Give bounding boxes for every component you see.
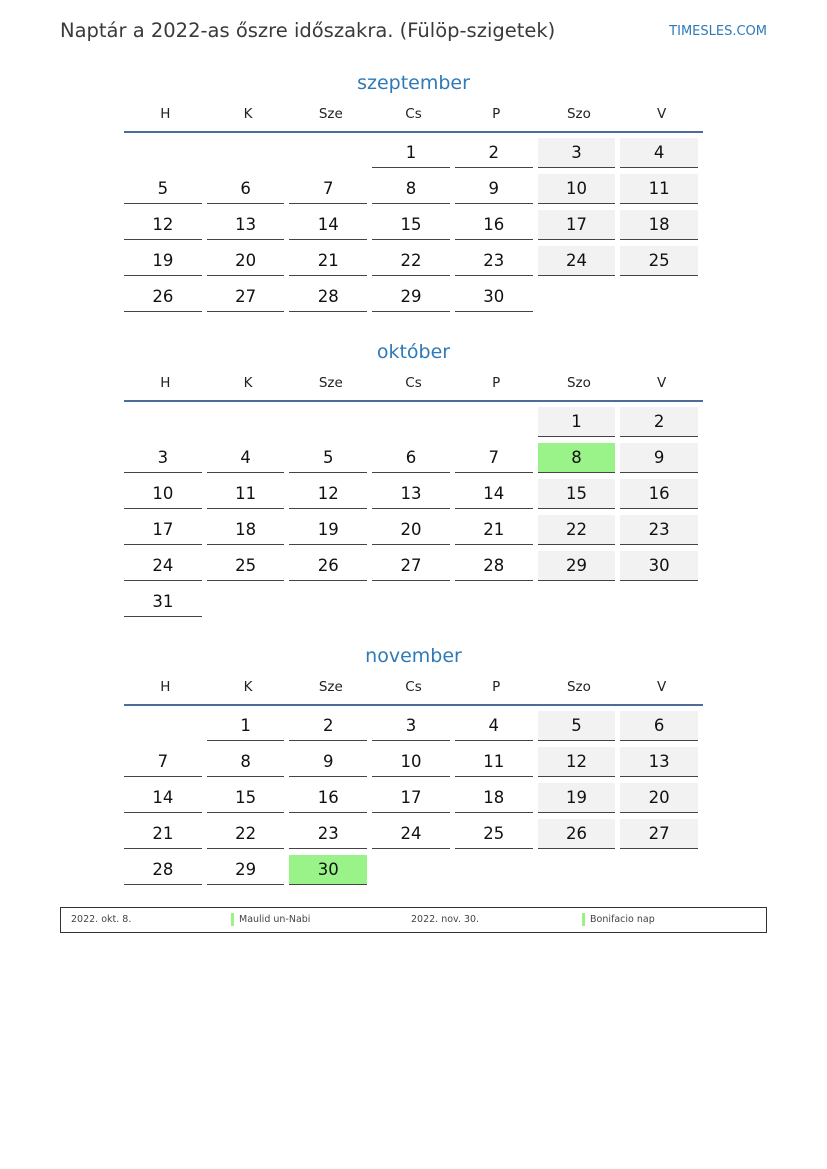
day-cell (372, 210, 455, 246)
day-number: 21 (455, 515, 533, 545)
day-number: 25 (620, 246, 698, 276)
day-cell (620, 551, 703, 587)
day-number: 4 (620, 138, 698, 168)
week-row (124, 282, 703, 318)
week-row (124, 747, 703, 783)
weekday-label: H (160, 375, 171, 391)
day-number: 2 (455, 138, 533, 168)
day-cell (289, 783, 372, 819)
day-cell (538, 515, 621, 551)
day-number: 31 (124, 587, 202, 617)
day-cell (372, 515, 455, 551)
weekday-header (124, 366, 703, 400)
day-number: 26 (538, 819, 616, 849)
day-cell (289, 138, 372, 174)
day-number: 5 (124, 174, 202, 204)
day-cell (538, 246, 621, 282)
day-cell (372, 443, 455, 479)
day-cell (538, 551, 621, 587)
legend-name-1: Maulid un-Nabi (239, 914, 311, 925)
day-number: 3 (372, 711, 450, 741)
day-cell (620, 783, 703, 819)
weekday-header (124, 670, 703, 704)
day-cell (455, 246, 538, 282)
day-number: 20 (207, 246, 285, 276)
day-number: 10 (538, 174, 616, 204)
day-cell (455, 855, 538, 891)
weekday-label: P (492, 375, 501, 391)
day-cell (289, 210, 372, 246)
day-number: 18 (207, 515, 285, 545)
day-cell (124, 783, 207, 819)
day-cell (372, 747, 455, 783)
day-cell (538, 138, 621, 174)
day-cell (455, 747, 538, 783)
day-cell (207, 443, 290, 479)
day-cell (455, 551, 538, 587)
weekday-label: K (243, 679, 253, 695)
day-number: 18 (620, 210, 698, 240)
day-cell (620, 747, 703, 783)
day-number: 9 (455, 174, 533, 204)
day-number: 30 (289, 855, 367, 885)
day-cell (620, 282, 703, 318)
day-cell (538, 711, 621, 747)
day-cell (455, 138, 538, 174)
day-number: 10 (372, 747, 450, 777)
day-cell (124, 479, 207, 515)
day-number: 17 (538, 210, 616, 240)
day-cell (372, 855, 455, 891)
day-cell (207, 282, 290, 318)
day-cell (620, 855, 703, 891)
weekday-label: Sze (318, 106, 343, 122)
day-number: 5 (538, 711, 616, 741)
day-number: 1 (372, 138, 450, 168)
week-row (124, 855, 703, 891)
month-title: szeptember (357, 72, 470, 94)
day-number: 17 (372, 783, 450, 813)
day-cell (620, 587, 703, 623)
day-cell (207, 515, 290, 551)
day-number: 22 (372, 246, 450, 276)
day-number: 1 (538, 407, 616, 437)
day-cell (620, 819, 703, 855)
day-number: 16 (455, 210, 533, 240)
day-cell (538, 443, 621, 479)
header-rule (124, 131, 703, 133)
day-cell (207, 551, 290, 587)
day-cell (372, 407, 455, 443)
day-cell (538, 783, 621, 819)
day-cell (620, 515, 703, 551)
day-cell (124, 246, 207, 282)
day-cell (372, 246, 455, 282)
day-cell (372, 711, 455, 747)
week-row (124, 479, 703, 515)
legend-holiday-swatch-1 (231, 913, 234, 926)
day-cell (207, 479, 290, 515)
day-number: 29 (207, 855, 285, 885)
day-cell (207, 783, 290, 819)
day-number: 7 (455, 443, 533, 473)
day-number: 25 (455, 819, 533, 849)
day-number: 7 (124, 747, 202, 777)
day-cell (372, 783, 455, 819)
day-cell (620, 210, 703, 246)
day-cell (372, 138, 455, 174)
day-cell (538, 174, 621, 210)
day-number: 12 (124, 210, 202, 240)
day-cell (124, 443, 207, 479)
day-number: 23 (289, 819, 367, 849)
week-row (124, 587, 703, 623)
weekday-label: V (657, 679, 667, 695)
day-cell (124, 551, 207, 587)
day-number: 10 (124, 479, 202, 509)
day-cell (620, 479, 703, 515)
weekday-label: P (492, 106, 501, 122)
day-cell (207, 407, 290, 443)
week-row (124, 210, 703, 246)
day-number: 2 (620, 407, 698, 437)
month-title: november (365, 645, 462, 667)
day-cell (207, 855, 290, 891)
day-cell (289, 551, 372, 587)
day-cell (538, 747, 621, 783)
day-number: 11 (207, 479, 285, 509)
day-number: 24 (372, 819, 450, 849)
legend-date-1: 2022. okt. 8. (71, 914, 132, 925)
day-number: 27 (620, 819, 698, 849)
day-number: 23 (620, 515, 698, 545)
day-number: 22 (207, 819, 285, 849)
day-number: 28 (124, 855, 202, 885)
holiday-legend (60, 907, 767, 933)
legend-holiday-swatch-2 (582, 913, 585, 926)
day-cell (207, 174, 290, 210)
day-cell (289, 747, 372, 783)
day-number: 20 (372, 515, 450, 545)
day-number: 24 (124, 551, 202, 581)
legend-name-2: Bonifacio nap (590, 914, 655, 925)
day-number: 14 (455, 479, 533, 509)
day-cell (207, 587, 290, 623)
day-number: 11 (620, 174, 698, 204)
day-cell (372, 551, 455, 587)
week-row (124, 407, 703, 443)
day-number: 28 (289, 282, 367, 312)
week-row (124, 515, 703, 551)
day-cell (124, 210, 207, 246)
weekday-label: K (243, 106, 253, 122)
day-number: 26 (124, 282, 202, 312)
day-cell (620, 407, 703, 443)
week-row (124, 246, 703, 282)
day-cell (124, 855, 207, 891)
day-number: 21 (289, 246, 367, 276)
month-november (124, 642, 703, 891)
day-cell (124, 407, 207, 443)
day-number: 3 (538, 138, 616, 168)
week-row (124, 711, 703, 747)
day-cell (455, 174, 538, 210)
day-cell (207, 138, 290, 174)
day-cell (455, 443, 538, 479)
day-cell (538, 282, 621, 318)
day-number: 8 (207, 747, 285, 777)
day-number: 13 (207, 210, 285, 240)
day-cell (207, 210, 290, 246)
day-number: 24 (538, 246, 616, 276)
day-cell (124, 587, 207, 623)
day-cell (455, 282, 538, 318)
weekday-label: V (657, 106, 667, 122)
page-title: Naptár a 2022-as őszre időszakra. (Fülöp-szigetek) (60, 19, 556, 42)
week-row (124, 783, 703, 819)
day-cell (124, 282, 207, 318)
day-number: 13 (372, 479, 450, 509)
day-number: 30 (455, 282, 533, 312)
day-cell (289, 711, 372, 747)
day-cell (455, 515, 538, 551)
day-cell (620, 711, 703, 747)
day-cell (289, 174, 372, 210)
header-rule (124, 400, 703, 402)
day-number: 16 (620, 479, 698, 509)
day-number: 5 (289, 443, 367, 473)
day-cell (124, 174, 207, 210)
day-cell (124, 747, 207, 783)
day-cell (372, 479, 455, 515)
day-number: 20 (620, 783, 698, 813)
day-cell (455, 587, 538, 623)
day-number: 29 (372, 282, 450, 312)
day-number: 4 (207, 443, 285, 473)
day-cell (289, 443, 372, 479)
day-number: 18 (455, 783, 533, 813)
day-number: 14 (124, 783, 202, 813)
week-row (124, 138, 703, 174)
day-cell (289, 587, 372, 623)
day-number: 8 (372, 174, 450, 204)
day-number: 19 (289, 515, 367, 545)
weekday-label: K (243, 375, 253, 391)
day-number: 23 (455, 246, 533, 276)
weekday-label: Szo (566, 375, 591, 391)
day-cell (455, 479, 538, 515)
legend-date-2: 2022. nov. 30. (411, 914, 480, 925)
day-cell (455, 407, 538, 443)
day-cell (455, 711, 538, 747)
weekday-label: Cs (405, 106, 422, 122)
day-cell (207, 819, 290, 855)
day-number: 22 (538, 515, 616, 545)
day-cell (620, 246, 703, 282)
day-cell (620, 443, 703, 479)
weekday-label: H (160, 106, 171, 122)
day-number: 16 (289, 783, 367, 813)
day-number: 1 (207, 711, 285, 741)
day-cell (538, 479, 621, 515)
day-number: 4 (455, 711, 533, 741)
day-cell (289, 246, 372, 282)
day-number: 6 (620, 711, 698, 741)
week-row (124, 819, 703, 855)
day-cell (372, 174, 455, 210)
brand-link[interactable]: TIMESLES.COM (669, 24, 767, 39)
weekday-header (124, 97, 703, 131)
day-number: 6 (207, 174, 285, 204)
day-cell (289, 407, 372, 443)
day-number: 29 (538, 551, 616, 581)
day-number: 15 (538, 479, 616, 509)
header-rule (124, 704, 703, 706)
day-cell (207, 747, 290, 783)
day-number: 26 (289, 551, 367, 581)
day-number: 9 (289, 747, 367, 777)
day-number: 19 (124, 246, 202, 276)
weekday-label: Cs (405, 679, 422, 695)
day-number: 11 (455, 747, 533, 777)
month-october (124, 338, 703, 623)
day-number: 8 (538, 443, 616, 473)
day-number: 9 (620, 443, 698, 473)
weekday-label: Cs (405, 375, 422, 391)
day-cell (124, 711, 207, 747)
week-row (124, 174, 703, 210)
day-cell (455, 819, 538, 855)
day-cell (289, 282, 372, 318)
week-row (124, 551, 703, 587)
day-number: 27 (207, 282, 285, 312)
day-cell (289, 515, 372, 551)
day-cell (207, 711, 290, 747)
day-number: 30 (620, 551, 698, 581)
day-number: 15 (207, 783, 285, 813)
weekday-label: H (160, 679, 171, 695)
weekday-label: V (657, 375, 667, 391)
weekday-label: P (492, 679, 501, 695)
day-number: 2 (289, 711, 367, 741)
day-number: 12 (289, 479, 367, 509)
day-number: 6 (372, 443, 450, 473)
day-number: 7 (289, 174, 367, 204)
day-cell (124, 515, 207, 551)
day-number: 21 (124, 819, 202, 849)
day-number: 28 (455, 551, 533, 581)
weekday-label: Sze (318, 375, 343, 391)
day-cell (372, 282, 455, 318)
day-number: 17 (124, 515, 202, 545)
day-cell (289, 819, 372, 855)
week-row (124, 443, 703, 479)
day-cell (372, 587, 455, 623)
day-cell (207, 246, 290, 282)
day-cell (455, 210, 538, 246)
day-cell (538, 819, 621, 855)
day-number: 19 (538, 783, 616, 813)
weekday-label: Sze (318, 679, 343, 695)
month-september (124, 69, 703, 318)
day-number: 3 (124, 443, 202, 473)
weekday-label: Szo (566, 679, 591, 695)
day-cell (620, 138, 703, 174)
day-cell (538, 855, 621, 891)
day-cell (620, 174, 703, 210)
day-number: 27 (372, 551, 450, 581)
day-cell (124, 138, 207, 174)
day-cell (538, 587, 621, 623)
day-number: 15 (372, 210, 450, 240)
day-cell (372, 819, 455, 855)
day-cell (124, 819, 207, 855)
day-number: 14 (289, 210, 367, 240)
day-cell (455, 783, 538, 819)
day-number: 25 (207, 551, 285, 581)
day-number: 12 (538, 747, 616, 777)
day-number: 13 (620, 747, 698, 777)
month-title: október (376, 341, 451, 363)
day-cell (289, 479, 372, 515)
day-cell (538, 407, 621, 443)
weekday-label: Szo (566, 106, 591, 122)
day-cell (289, 855, 372, 891)
day-cell (538, 210, 621, 246)
